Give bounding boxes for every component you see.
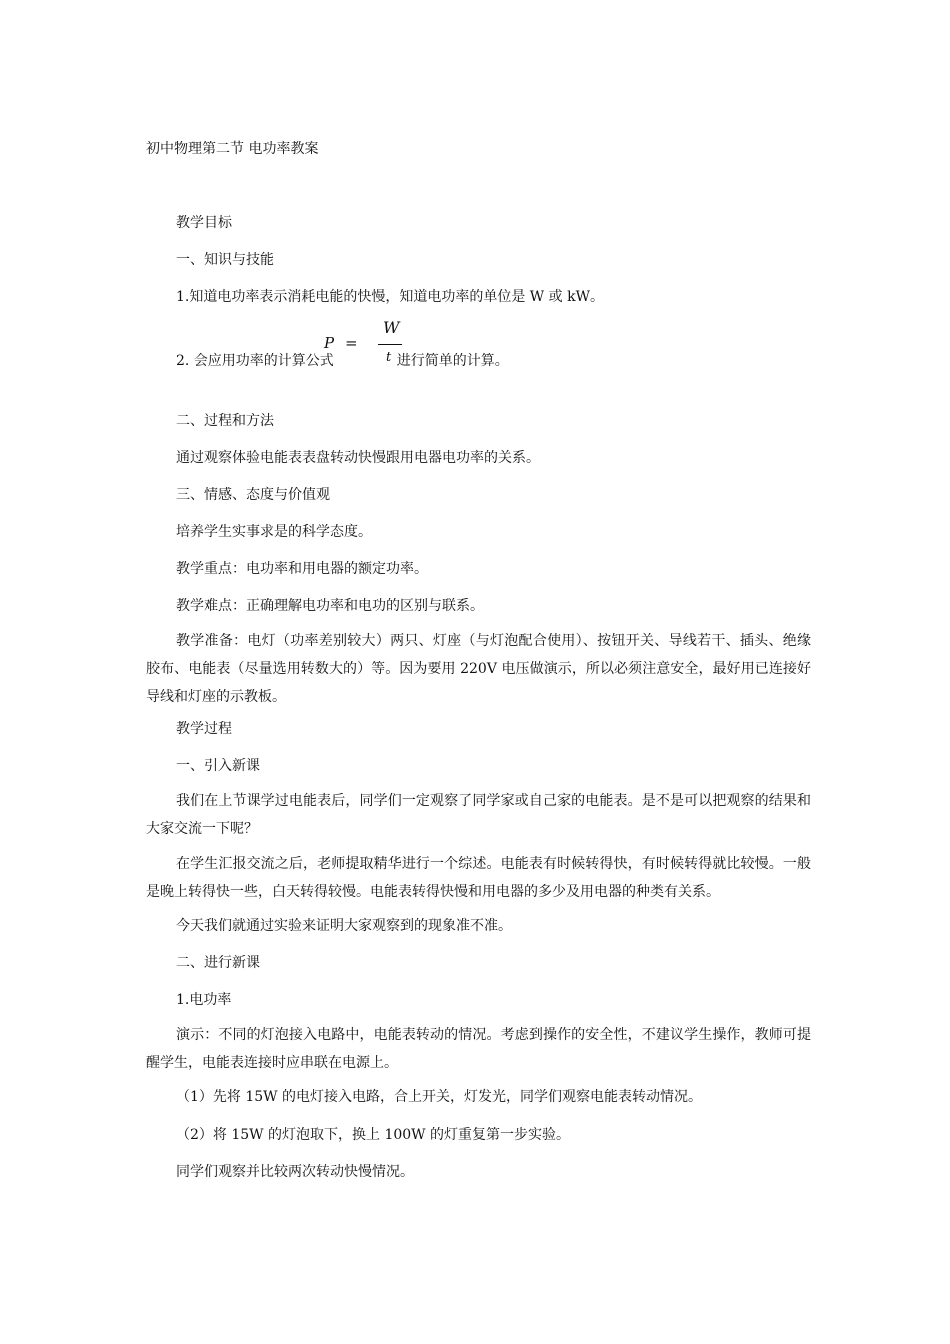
teaching-preparation: 教学准备：电灯（功率差别较大）两只、灯座（与灯泡配合使用）、按钮开关、导线若干、插头、绝缘胶布、电能表（尽量选用转数大的）等。因为要用 220V 电压做演示，所以必须注意安全，最好用已连接好导线和灯座的示教板。 [146,633,811,705]
goal-item-1: 1.知道电功率表示消耗电能的快慢，知道电功率的单位是 W 或 kW。 [176,289,604,305]
process-method-text: 通过观察体验电能表表盘转动快慢跟用电器电功率的关系。 [176,450,540,466]
formula-denominator: t [386,350,392,365]
document-title: 初中物理第二节 电功率教案 [146,141,319,157]
teaching-goals-heading: 教学目标 [176,215,232,231]
demonstration-text: 演示：不同的灯泡接入电路中，电能表转动的情况。考虑到操作的安全性，不建议学生操作，教师可提醒学生，电能表连接时应串联在电源上。 [146,1027,811,1071]
formula-equals: = [345,334,358,352]
intro-paragraph-3: 今天我们就通过实验来证明大家观察到的现象准不准。 [176,918,512,934]
attitude-values-heading: 三、情感、态度与价值观 [176,487,330,503]
attitude-values-text: 培养学生实事求是的科学态度。 [176,524,372,540]
experiment-step-1: （1）先将 15W 的电灯接入电路，合上开关，灯发光，同学们观察电能表转动情况。 [176,1089,703,1105]
difficult-point: 教学难点：正确理解电功率和电功的区别与联系。 [176,598,484,614]
process-method-heading: 二、过程和方法 [176,413,274,429]
intro-paragraph-2: 在学生汇报交流之后，老师提取精华进行一个综述。电能表有时候转得快，有时候转得就比较慢。一般是晚上转得快一些，白天转得较慢。电能表转得快慢和用电器的多少及用电器的种类有关系。 [146,856,811,900]
teaching-process-heading: 教学过程 [176,721,232,737]
electric-power-subheading: 1.电功率 [176,992,232,1008]
intro-heading: 一、引入新课 [176,758,260,774]
power-formula [324,318,408,374]
formula-lhs: P [324,334,335,352]
knowledge-skills-heading: 一、知识与技能 [176,252,274,268]
compare-instruction: 同学们观察并比较两次转动快慢情况。 [176,1164,414,1180]
key-point: 教学重点：电功率和用电器的额定功率。 [176,561,428,577]
intro-paragraph-1: 我们在上节课学过电能表后，同学们一定观察了同学家或自己家的电能表。是不是可以把观察的结果和大家交流一下呢？ [146,793,811,837]
formula-numerator: W [383,318,400,337]
formula-fraction-bar [378,344,402,345]
goal-item-2-text-after: 进行简单的计算。 [396,353,509,369]
new-lesson-heading: 二、进行新课 [176,955,260,971]
experiment-step-2: （2）将 15W 的灯泡取下，换上 100W 的灯重复第一步实验。 [176,1127,571,1143]
goal-item-2-text-before: 2. 会应用功率的计算公式 [176,353,334,369]
